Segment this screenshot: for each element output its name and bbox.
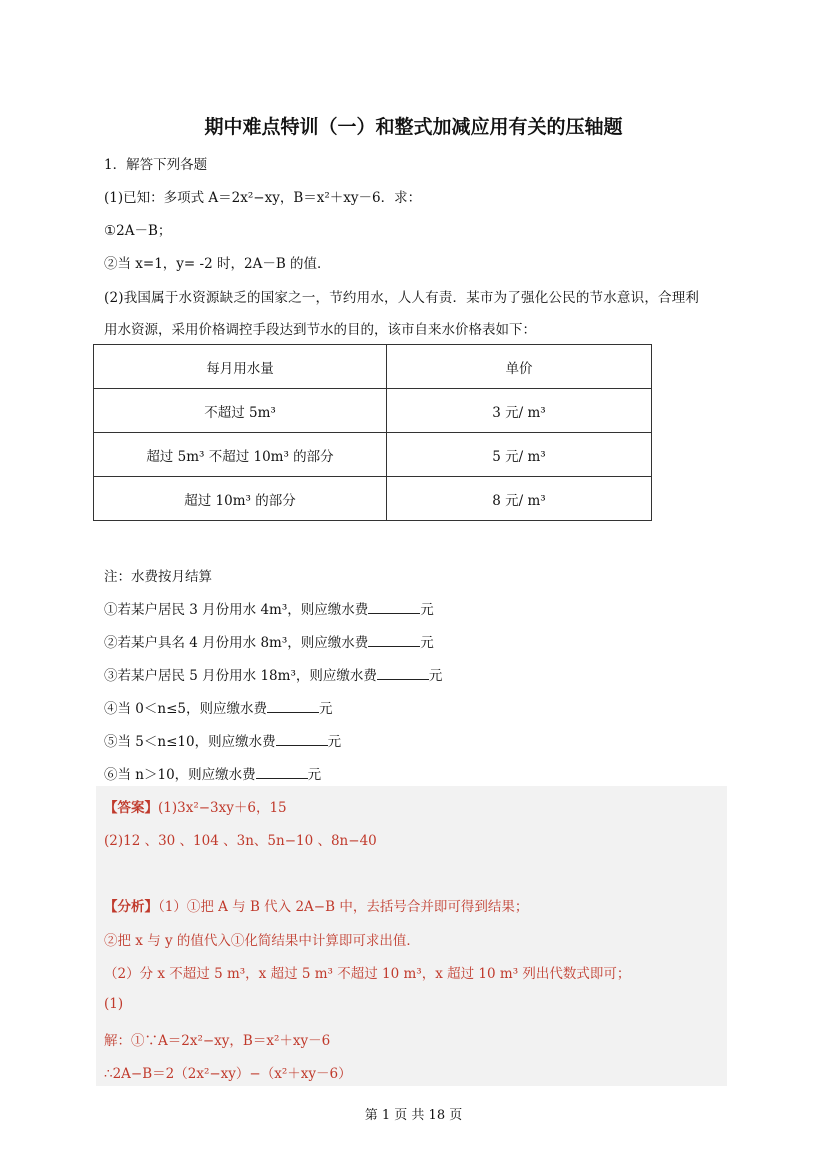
part1-subquestion-2: ②当 x=1，y= -2 时，2A－B 的值．	[104, 256, 331, 272]
fill-question-6	[104, 763, 321, 783]
answer-text: (1)3x²−3xy＋6，15	[158, 800, 287, 816]
solution-line-2: ∴2A−B＝2（2x²−xy）−（x²＋xy－6）	[104, 1066, 352, 1082]
table-cell: 3 元/ m³	[387, 389, 652, 433]
answer-blank	[276, 733, 328, 746]
table-header-cell: 单价	[387, 345, 652, 389]
fill-question-4	[104, 697, 332, 717]
analysis-text: （1）①把 A 与 B 代入 2A−B 中，去括号合并即可得到结果；	[158, 899, 529, 915]
part2-intro-line2: 用水资源，采用价格调控手段达到节水的目的，该市自来水价格表如下：	[104, 322, 536, 338]
part1-subquestion-1: ①2A－B；	[104, 223, 172, 239]
part2-intro-line1: (2)我国属于水资源缺乏的国家之一，节约用水，人人有责．某市为了强化公民的节水意识，合理利	[104, 290, 700, 306]
unit-label: 元	[327, 734, 342, 750]
solution-part-label: (1)	[104, 996, 124, 1012]
answer-blank	[256, 766, 308, 779]
question-heading: 1．解答下列各题	[104, 157, 208, 173]
fill-question-1	[104, 598, 434, 618]
fill-question-text: ⑤当 5＜n≤10，则应缴水费	[104, 734, 276, 750]
answer-line-2: (2)12 、30 、104 、3n、5n−10 、8n−40	[104, 833, 377, 849]
answer-line-1	[104, 796, 287, 816]
unit-label: 元	[420, 635, 434, 651]
answer-blank	[368, 634, 420, 647]
table-cell: 不超过 5m³	[94, 389, 387, 433]
unit-label: 元	[318, 701, 333, 717]
analysis-line-3: （2）分 x 不超过 5 m³，x 超过 5 m³ 不超过 10 m³，x 超过 10 m³ 列出代数式即可；	[104, 966, 631, 982]
unit-label: 元	[307, 767, 322, 783]
fill-question-text: ①若某户居民 3 月份用水 4m³，则应缴水费	[104, 602, 369, 618]
answer-label: 【答案】	[104, 800, 158, 816]
table-row	[94, 433, 652, 477]
unit-label: 元	[428, 668, 443, 684]
unit-label: 元	[420, 602, 434, 618]
fill-question-2	[104, 631, 434, 651]
table-header-cell: 每月用水量	[94, 345, 387, 389]
table-header-row	[94, 345, 652, 389]
analysis-label: 【分析】	[104, 899, 158, 915]
table-cell: 超过 5m³ 不超过 10m³ 的部分	[94, 433, 387, 477]
answer-blank	[368, 601, 420, 614]
solution-line-1: 解：①∵A＝2x²−xy，B＝x²＋xy－6	[104, 1033, 331, 1049]
page-footer: 第 1 页 共 18 页	[364, 1108, 463, 1123]
answer-blank	[377, 667, 429, 680]
fill-question-text: ③若某户居民 5 月份用水 18m³，则应缴水费	[104, 668, 377, 684]
table-row	[94, 477, 652, 521]
table-cell: 超过 10m³ 的部分	[94, 477, 387, 521]
analysis-line-2: ②把 x 与 y 的值代入①化简结果中计算即可求出值．	[104, 933, 420, 949]
table-row	[94, 389, 652, 433]
fill-question-5	[104, 730, 341, 750]
analysis-line-1	[104, 895, 528, 915]
fill-question-text: ⑥当 n＞10，则应缴水费	[104, 767, 256, 783]
water-price-table	[93, 344, 652, 521]
part1-given: (1)已知：多项式 A＝2x²−xy，B＝x²＋xy－6．求：	[104, 190, 422, 206]
table-cell: 8 元/ m³	[387, 477, 652, 521]
answer-blank	[267, 700, 319, 713]
fill-question-text: ④当 0＜n≤5，则应缴水费	[104, 701, 267, 717]
fill-question-text: ②若某户具名 4 月份用水 8m³，则应缴水费	[104, 635, 369, 651]
page-title: 期中难点特训（一）和整式加减应用有关的压轴题	[204, 116, 623, 138]
note: 注：水费按月结算	[104, 569, 212, 585]
fill-question-3	[104, 664, 442, 684]
table-cell: 5 元/ m³	[387, 433, 652, 477]
